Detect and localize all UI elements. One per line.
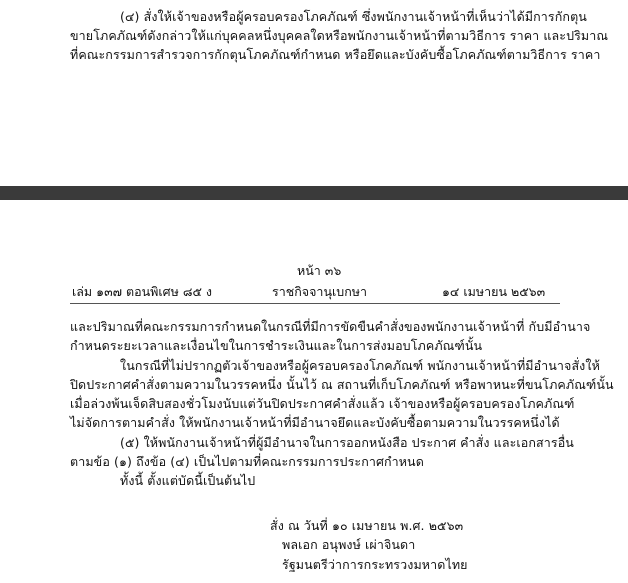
- paragraph-line: ที่คณะกรรมการสำรวจการกักตุนโภคภัณฑ์กำหนด หรือยึดและบังคับซื้อโภคภัณฑ์ตามวิธีการ ราคา: [70, 47, 601, 62]
- paragraph-line: ปิดประกาศคำสั่งตามความในวรรคหนึ่ง นั้นไว้ ณ สถานที่เก็บโภคภัณฑ์ หรือพาหนะที่ขนโภคภัณฑ์นั้น: [70, 377, 614, 392]
- publication-date: ๑๔ เมษายน ๒๕๖๓: [442, 284, 546, 299]
- paragraph-line: ทั้งนี้ ตั้งแต่บัดนี้เป็นต้นไป: [120, 473, 256, 488]
- header-rule: [70, 303, 560, 304]
- previous-page-fragment: [0, 0, 628, 186]
- signatory-title: รัฐมนตรีว่าการกระทรวงมหาดไทย: [282, 557, 468, 572]
- paragraph-line: เมื่อล่วงพ้นเจ็ดสิบสองชั่วโมงนับแต่วันปิดประกาศคำสั่งแล้ว เจ้าของหรือผู้ครอบครองโภคภัณฑ์: [70, 396, 575, 411]
- signatory-name: พลเอก อนุพงษ์ เผ่าจินดา: [282, 537, 416, 552]
- volume-info: เล่ม ๑๓๗ ตอนพิเศษ ๘๕ ง: [72, 284, 213, 299]
- page-separator: [0, 186, 628, 200]
- paragraph-line: (๕) ให้พนักงานเจ้าหน้าที่ผู้มีอำนาจในการออกหนังสือ ประกาศ คำสั่ง และเอกสารอื่น: [120, 435, 574, 450]
- paragraph-line: ไม่จัดการตามคำสั่ง ให้พนักงานเจ้าหน้าที่มีอำนาจยึดและบังคับซื้อตามความในวรรคหนึ่งได้: [70, 415, 560, 430]
- signature-date: สั่ง ณ วันที่ ๑๐ เมษายน พ.ศ. ๒๕๖๓: [270, 518, 464, 533]
- paragraph-line: ในกรณีที่ไม่ปรากฏตัวเจ้าของหรือผู้ครอบครองโภคภัณฑ์ พนักงานเจ้าหน้าที่มีอำนาจสั่งให้: [120, 358, 600, 373]
- paragraph-line: (๔) สั่งให้เจ้าของหรือผู้ครอบครองโภคภัณฑ์ ซึ่งพนักงานเจ้าหน้าที่เห็นว่าได้มีการกักตุน: [120, 9, 587, 24]
- page-number: หน้า ๓๖: [297, 263, 342, 278]
- paragraph-line: ตามข้อ (๑) ถึงข้อ (๔) เป็นไปตามที่คณะกรรมการประกาศกำหนด: [70, 454, 424, 469]
- paragraph-line: ขายโภคภัณฑ์ดังกล่าวให้แก่บุคคลหนึ่งบุคคลใดหรือพนักงานเจ้าหน้าที่ตามวิธีการ ราคา และปริมาณ: [70, 28, 609, 43]
- gazette-page: [0, 200, 628, 583]
- paragraph-line: กำหนดระยะเวลาและเงื่อนไขในการชำระเงินและในการส่งมอบโภคภัณฑ์นั้น: [70, 338, 483, 353]
- paragraph-line: และปริมาณที่คณะกรรมการกำหนดในกรณีที่มีการขัดขืนคำสั่งของพนักงานเจ้าหน้าที่ กับมีอำนาจ: [70, 319, 591, 334]
- gazette-title: ราชกิจจานุเบกษา: [272, 284, 368, 299]
